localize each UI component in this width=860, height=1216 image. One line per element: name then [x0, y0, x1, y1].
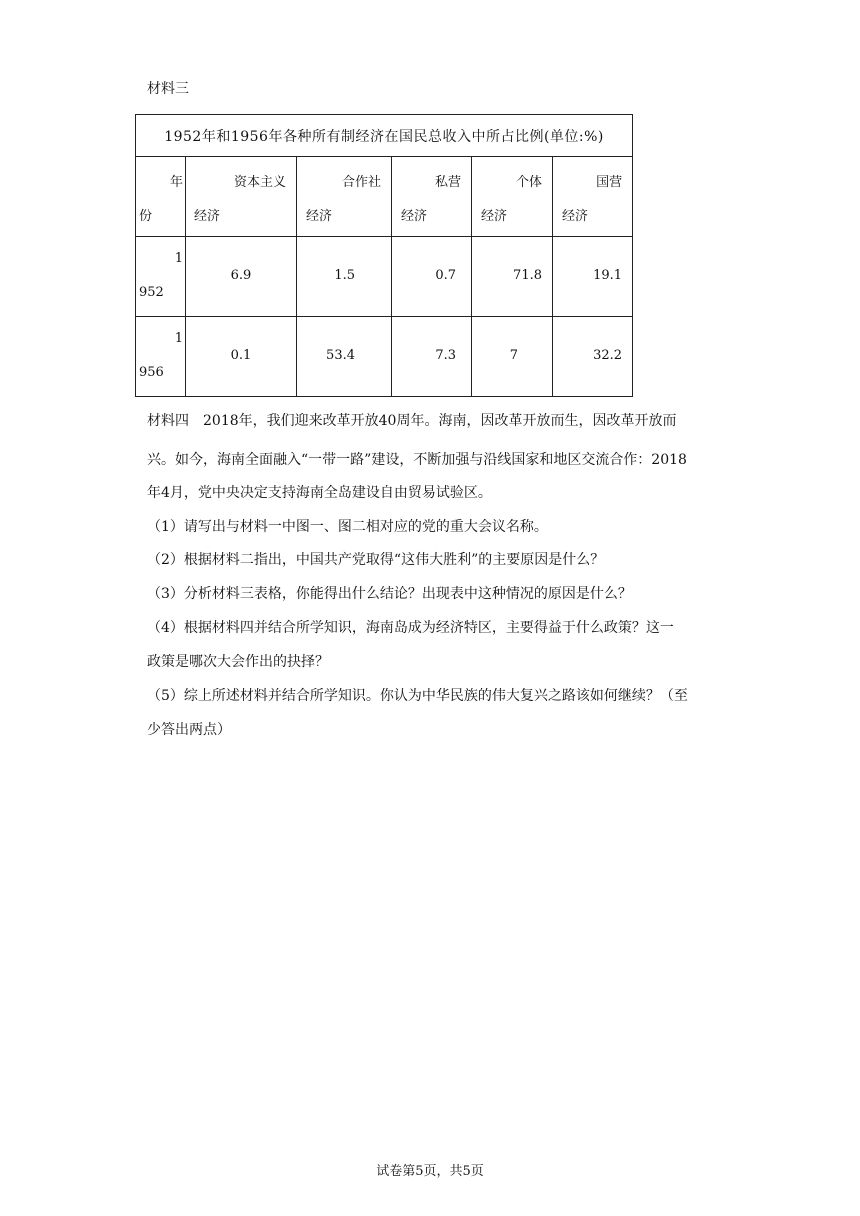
cell-state-1952	[553, 237, 633, 317]
header-private-bottom: 经济	[401, 209, 428, 224]
question-2: （2）根据材料二指出，中国共产党取得“这伟大胜利”的主要原因是什么？	[147, 552, 605, 568]
question-5-line2: 少答出两点）	[147, 722, 231, 738]
year-bottom: 956	[139, 365, 164, 380]
cell-value: 19.1	[593, 268, 623, 283]
header-state-top: 国营	[596, 175, 623, 190]
header-state	[553, 157, 633, 237]
header-individual-top: 个体	[515, 175, 542, 190]
header-individual	[472, 157, 553, 237]
cell-value: 71.8	[513, 268, 542, 283]
cell-value: 7.3	[435, 348, 456, 363]
header-capitalist-bottom: 经济	[194, 209, 221, 224]
question-4-line2: 政策是哪次大会作出的抉择？	[147, 654, 329, 670]
year-top: 1	[174, 251, 183, 266]
header-capitalist-top: 资本主义	[233, 175, 286, 190]
cell-private-1952	[392, 237, 472, 317]
table-title: 1952年和1956年各种所有制经济在国民总收入中所占比例(单位:%)	[136, 115, 633, 157]
year-top: 1	[174, 331, 183, 346]
cell-cooperative-1956	[297, 317, 392, 397]
cell-value: 53.4	[326, 348, 355, 363]
cell-value: 0.7	[435, 268, 456, 283]
table-header-row	[136, 157, 633, 237]
question-5-line1: （5）综上所述材料并结合所学知识。你认为中华民族的伟大复兴之路该如何继续？（至	[147, 688, 688, 704]
header-individual-bottom: 经济	[481, 209, 508, 224]
ownership-table	[135, 114, 633, 397]
cell-individual-1952	[472, 237, 553, 317]
cell-value: 7	[509, 348, 518, 363]
cell-capitalist-1956	[186, 317, 297, 397]
header-cooperative-bottom: 经济	[306, 209, 333, 224]
row-year-1956	[136, 317, 186, 397]
table-title-row	[136, 115, 633, 157]
question-3: （3）分析材料三表格，你能得出什么结论？出现表中这种情况的原因是什么？	[147, 586, 632, 602]
cell-cooperative-1952	[297, 237, 392, 317]
header-cooperative-top: 合作社	[341, 175, 381, 190]
header-capitalist	[186, 157, 297, 237]
header-year-bottom: 份	[139, 209, 153, 224]
cell-private-1956	[392, 317, 472, 397]
row-year-1952	[136, 237, 186, 317]
header-private	[392, 157, 472, 237]
table-row	[136, 317, 633, 397]
material4-line2: 兴。如今，海南全面融入“一带一路”建设，不断加强与沿线国家和地区交流合作：2018	[147, 452, 687, 468]
material4-line1: 材料四 2018年，我们迎来改革开放40周年。海南，因改革开放而生，因改革开放而	[147, 413, 677, 429]
material4-line3: 年4月，党中央决定支持海南全岛建设自由贸易试验区。	[147, 485, 492, 501]
cell-state-1956	[553, 317, 633, 397]
header-cooperative	[297, 157, 392, 237]
cell-value: 0.1	[230, 348, 252, 363]
material3-label: 材料三	[147, 81, 189, 97]
cell-capitalist-1952	[186, 237, 297, 317]
header-state-bottom: 经济	[562, 209, 589, 224]
header-year-top: 年	[169, 175, 183, 190]
cell-value: 6.9	[230, 268, 252, 283]
cell-individual-1956	[472, 317, 553, 397]
page-footer: 试卷第5页，共5页	[376, 1164, 484, 1179]
table-row	[136, 237, 633, 317]
header-year	[136, 157, 186, 237]
year-bottom: 952	[139, 285, 164, 300]
question-4-line1: （4）根据材料四并结合所学知识，海南岛成为经济特区，主要得益于什么政策？这一	[147, 620, 674, 636]
cell-value: 32.2	[593, 348, 623, 363]
cell-value: 1.5	[334, 268, 355, 283]
question-1: （1）请写出与材料一中图一、图二相对应的党的重大会议名称。	[147, 519, 548, 535]
header-private-top: 私营	[434, 175, 461, 190]
